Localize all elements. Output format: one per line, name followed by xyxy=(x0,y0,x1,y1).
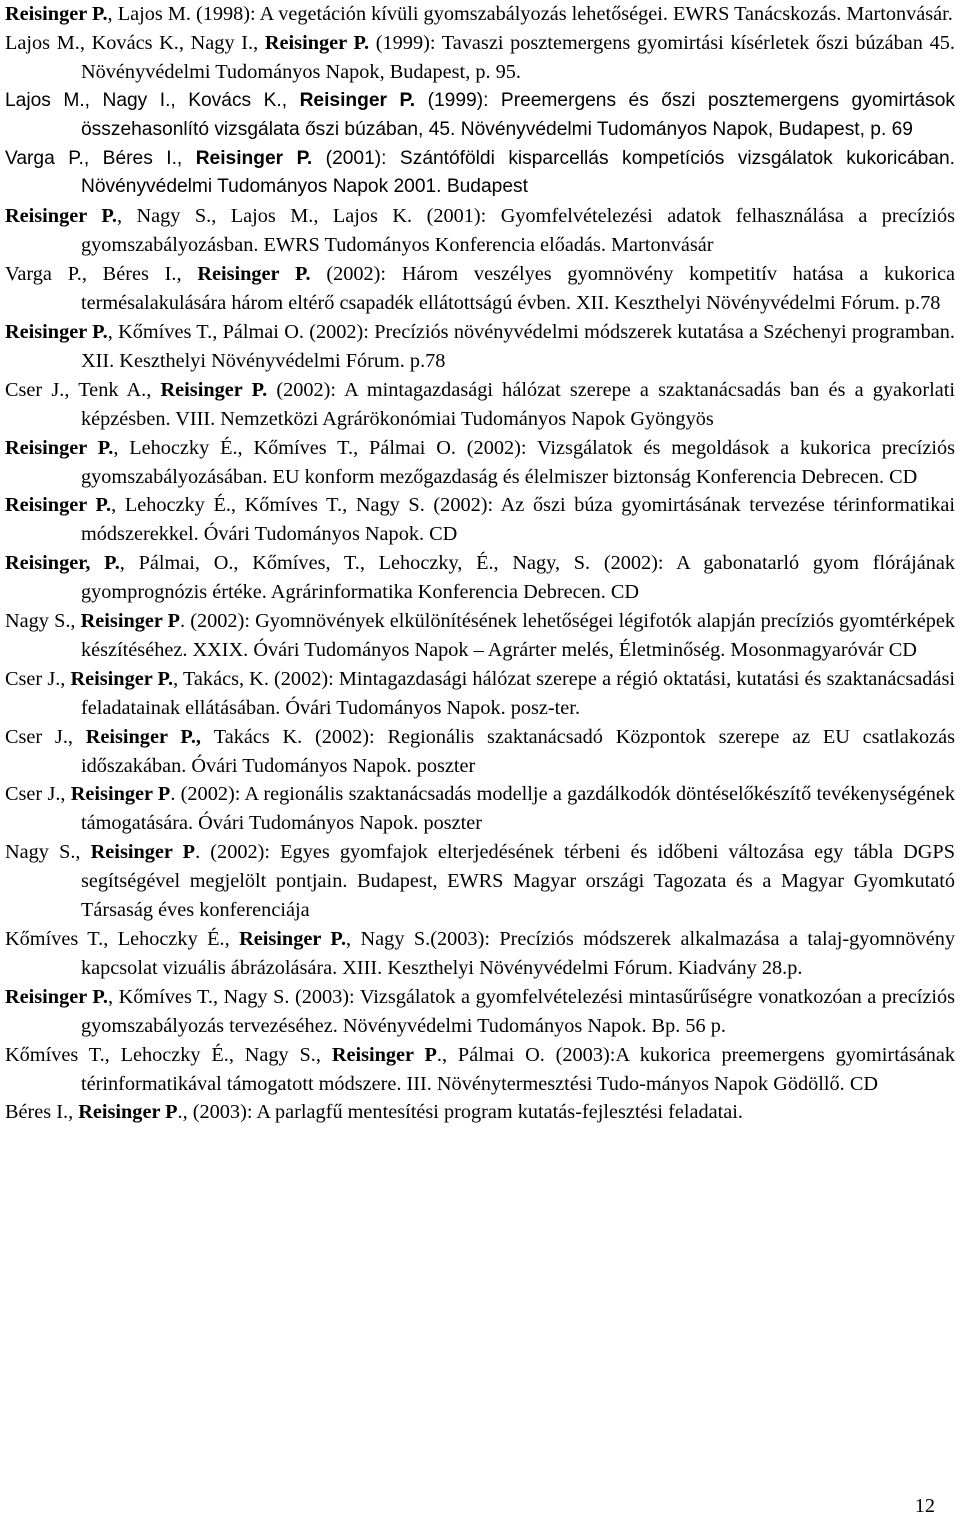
reference-text: , Lehoczky É., Kőmíves T., Nagy S. (2002): Az őszi búza gyomirtásának tervezése térinformatikai módszerekkel. Óvári Tudományos Napok. CD xyxy=(81,494,955,546)
reference-entry xyxy=(5,434,955,492)
reference-text: , Takács, K. (2002): Mintagazdasági hálózat szerepe a régió oktatási, kutatási és szaktanácsadási feladatainak ellátásában. Óvári Tudományos Napok. posz-ter. xyxy=(81,667,955,719)
reference-text: (2002): Három veszélyes gyomnövény kompetitív hatása a kukorica termésalakulására három eltérő csapadék ellátottságú évben. XII. Keszthelyi Növényvédelmi Fórum. p.78 xyxy=(81,263,955,315)
author-name-bold: Reisinger P. xyxy=(70,667,174,690)
reference-entry xyxy=(5,607,955,665)
reference-entry xyxy=(5,0,955,29)
reference-entry xyxy=(5,838,955,925)
reference-text: Kőmíves T., Lehoczky É., xyxy=(5,928,240,950)
author-name-bold: Reisinger P. xyxy=(5,3,108,25)
page-number: 12 xyxy=(914,1495,935,1517)
reference-text: ., (2003): A parlagfű mentesítési program kutatás-fejlesztési feladatai. xyxy=(177,1101,743,1124)
reference-text: . (2002): Gyomnövények elkülönítésének lehetőségei légifotók alapján precíziós gyomtérképek készítéséhez. XXIX. Óvári Tudományos Napok – Agrárter melés, Életminőség. Mosonmagyaróvár CD xyxy=(81,610,955,661)
reference-entry xyxy=(5,983,955,1041)
reference-entry xyxy=(5,1041,955,1099)
author-name-bold: Reisinger P xyxy=(78,1101,178,1124)
reference-entry xyxy=(5,202,955,260)
reference-text: , Lajos M. (1998): A vegetáción kívüli gyomszabályozás lehetőségei. EWRS Tanácskozás. Martonvásár. xyxy=(107,3,953,25)
author-name-bold: Reisinger P. xyxy=(239,928,347,950)
reference-text: , Kőmíves T., Pálmai O. (2002): Precíziós növényvédelmi módszerek kutatása a Széchenyi programban. XII. Keszthelyi Növényvédelmi Fórum. p.78 xyxy=(81,320,955,372)
reference-entry xyxy=(5,145,955,203)
reference-entry xyxy=(5,1098,955,1127)
reference-entry xyxy=(5,491,955,549)
reference-entry xyxy=(5,376,955,434)
author-name-bold: Reisinger P. xyxy=(264,31,370,54)
reference-text: . (2002): A regionális szaktanácsadás modellje a gazdálkodók döntéselőkészítő tevékenységének támogatására. Óvári Tudományos Napok. poszter xyxy=(81,783,956,835)
reference-entry xyxy=(5,29,955,87)
reference-text: Lajos M., Nagy I., Kovács K., xyxy=(5,89,300,111)
reference-text: Nagy S., xyxy=(5,841,91,864)
author-name-bold: Reisinger, P. xyxy=(5,552,120,575)
reference-text: , Kőmíves T., Nagy S. (2003): Vizsgálatok a gyomfelvételezési mintasűrűségre vonatkozóan a precíziós gyomszabályozás tervezéséhez. Növényvédelmi Tudományos Napok. Bp. 56 p. xyxy=(81,985,955,1037)
reference-entry xyxy=(5,260,955,318)
author-name-bold: Reisinger P. xyxy=(299,89,416,111)
reference-entry xyxy=(5,549,955,607)
reference-entry xyxy=(5,723,955,781)
reference-text: Cser J., xyxy=(5,725,86,748)
reference-entry xyxy=(5,925,955,983)
reference-text: Nagy S., xyxy=(5,610,81,633)
reference-entry xyxy=(5,665,955,723)
author-name-bold: Reisinger P. xyxy=(195,147,313,169)
reference-text: (2002): A mintagazdasági hálózat szerepe a szaktanácsadás ban és a gyakorlati képzésben. VIII. Nemzetközi Agrárökonómiai Tudományos Napok Gyöngyös xyxy=(81,378,955,430)
author-name-bold: Reisinger P. xyxy=(5,985,109,1008)
author-name-bold: Reisinger P. xyxy=(5,205,117,228)
reference-list xyxy=(5,0,955,1127)
reference-text: , Nagy S.(2003): Precíziós módszerek alkalmazása a talaj-gyomnövény kapcsolat vizuális ábrázolására. XIII. Keszthelyi Növényvédelmi Fórum. Kiadvány 28.p. xyxy=(81,928,955,979)
reference-text: , Nagy S., Lajos M., Lajos K. (2001): Gyomfelvételezési adatok felhasználása a precíziós gyomszabályozásban. EWRS Tudományos Konferencia előadás. Martonvásár xyxy=(81,205,955,257)
author-name-bold: Reisinger P xyxy=(70,783,171,806)
reference-text: (2001): Szántóföldi kisparcellás kompetíciós vizsgálatok kukoricában. Növényvédelmi Tudományos Napok 2001. Budapest xyxy=(81,147,955,198)
reference-entry xyxy=(5,318,955,376)
reference-text: , Pálmai, O., Kőmíves, T., Lehoczky, É., Nagy, S. (2002): A gabonatarló gyom flórájának gyomprognózis értéke. Agrárinformatika Konferencia Debrecen. CD xyxy=(81,552,956,604)
reference-text: (1999): Preemergens és őszi posztemergens gyomirtások összehasonlító vizsgálata őszi búzában, 45. Növényvédelmi Tudományos Napok, Budapest, p. 69 xyxy=(81,89,955,140)
reference-text: ., Pálmai O. (2003):A kukorica preemergens gyomirtásának térinformatikával támogatott módszere. III. Növénytermesztési Tudo-mányos Napok Gödöllő. CD xyxy=(81,1043,956,1095)
reference-text: Lajos M., Kovács K., Nagy I., xyxy=(5,31,265,54)
author-name-bold: Reisinger P xyxy=(90,841,196,864)
reference-text: Cser J., Tenk A., xyxy=(5,378,161,401)
reference-text: Takács K. (2002): Regionális szaktanácsadó Központok szerepe az EU csatlakozás időszakában. Óvári Tudományos Napok. poszter xyxy=(81,725,955,777)
reference-entry xyxy=(5,87,955,145)
reference-text: Kőmíves T., Lehoczky É., Nagy S., xyxy=(5,1043,332,1066)
reference-text: Béres I., xyxy=(5,1101,79,1124)
reference-text: Cser J., xyxy=(5,783,71,806)
reference-text: , Lehoczky É., Kőmíves T., Pálmai O. (2002): Vizsgálatok és megoldások a kukorica precíziós gyomszabályozásában. EU konform mezőgazdaság és élelmiszer biztonság Konferencia Debrecen. CD xyxy=(81,436,955,488)
reference-text: Cser J., xyxy=(5,667,71,690)
reference-text: Varga P., Béres I., xyxy=(5,147,196,169)
reference-text: Varga P., Béres I., xyxy=(5,263,198,286)
author-name-bold: Reisinger P xyxy=(80,610,181,633)
reference-entry xyxy=(5,780,955,838)
author-name-bold: Reisinger P., xyxy=(85,725,214,748)
author-name-bold: Reisinger P. xyxy=(5,436,114,459)
reference-text: (1999): Tavaszi posztemergens gyomirtási kísérletek őszi búzában 45. Növényvédelmi Tudományos Napok, Budapest, p. 95. xyxy=(81,31,955,83)
author-name-bold: Reisinger P. xyxy=(5,320,108,343)
author-name-bold: Reisinger P xyxy=(331,1043,437,1066)
author-name-bold: Reisinger P. xyxy=(197,263,311,286)
author-name-bold: Reisinger P. xyxy=(5,494,112,517)
author-name-bold: Reisinger P. xyxy=(160,378,268,401)
reference-text: . (2002): Egyes gyomfajok elterjedésének térbeni és időbeni változása egy tábla DGPS segítségével megjelölt pontjain. Budapest, EWRS Magyar országi Tagozata és a Magyar Gyomkutató Társaság éves konferenciája xyxy=(81,841,955,922)
